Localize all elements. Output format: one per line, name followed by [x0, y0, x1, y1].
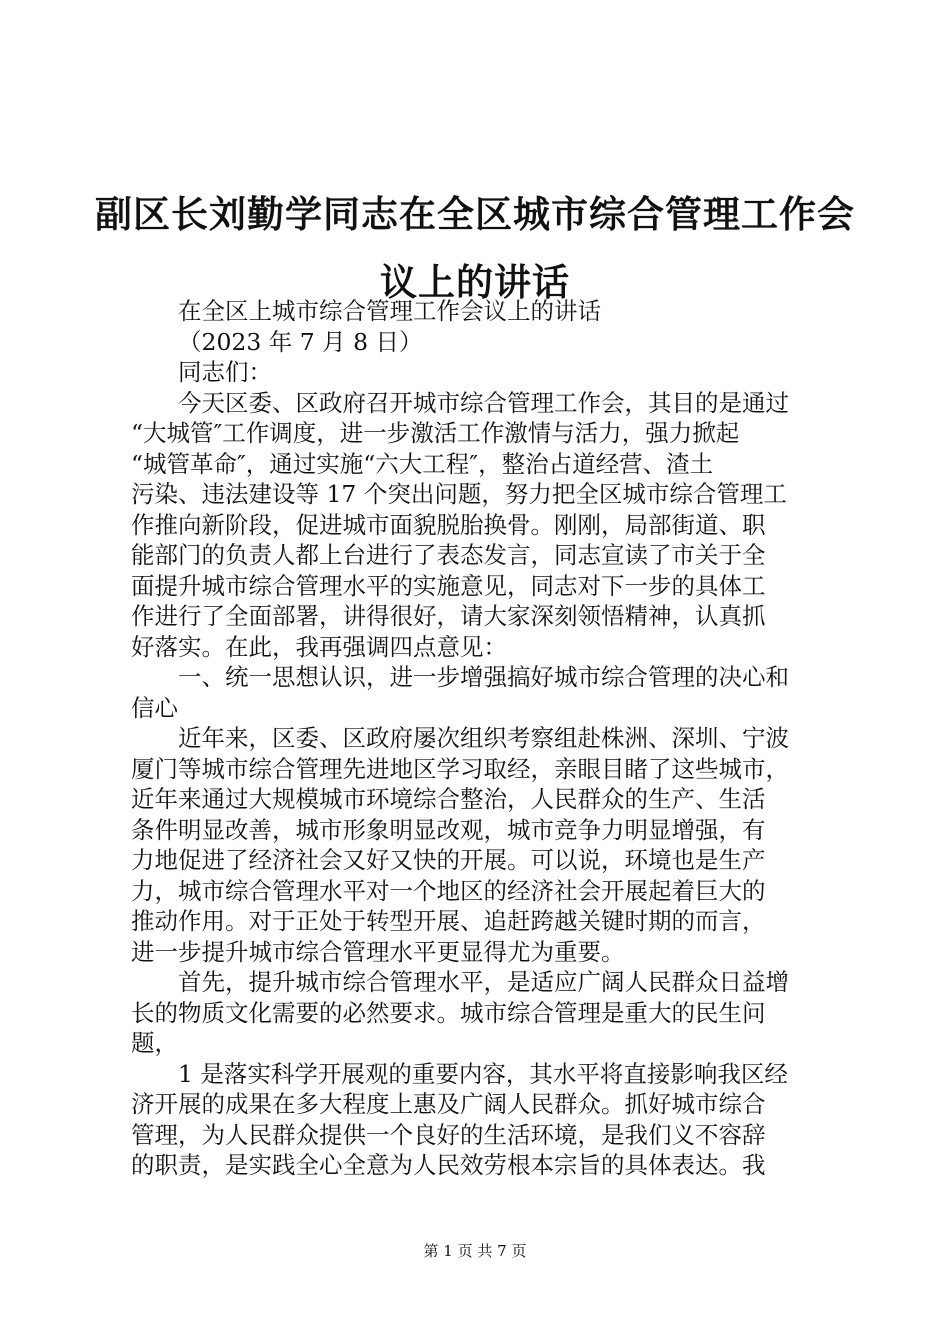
text-line: “大城管″工作调度，进一步激活工作激情与活力，强力掀起 — [131, 419, 740, 447]
text-line: 作进行了全面部署，讲得很好，请大家深刻领悟精神，认真抓 — [131, 602, 766, 630]
text-line: 在全区上城市综合管理工作会议上的讲话 — [178, 297, 601, 325]
text-line: 条件明显改善，城市形象明显改观，城市竞争力明显增强，有 — [131, 815, 766, 844]
text-line: 推动作用。对于正处于转型开展、追赶跨越关键时期的而言， — [131, 907, 766, 935]
text-line: 今天区委、区政府召开城市综合管理工作会，其目的是通过 — [178, 388, 789, 417]
text-line: 首先，提升城市综合管理水平，是适应广阔人民群众日益增 — [178, 968, 789, 996]
text-line: 同志们： — [178, 358, 272, 386]
text-line: 能部门的负责人都上台进行了表态发言，同志宣读了市关于全 — [131, 541, 766, 569]
text-line: 面提升城市综合管理水平的实施意见，同志对下一步的具体工 — [131, 571, 766, 600]
text-line: 管理，为人民群众提供一个良好的生活环境，是我们义不容辞 — [131, 1120, 766, 1149]
text-line: 污染、违法建设等 17 个突出问题，努力把全区城市综合管理工 — [131, 480, 787, 508]
text-line: “城管革命″，通过实施“六大工程″，整治占道经营、渣土 — [131, 449, 714, 478]
text-line: 信心 — [131, 693, 178, 722]
text-line: 力地促进了经济社会又好又快的开展。可以说，环境也是生产 — [131, 846, 766, 874]
text-line: 作推向新阶段，促进城市面貌脱胎换骨。刚刚，局部街道、职 — [131, 510, 766, 539]
title-line-2: 议上的讲话 — [380, 260, 570, 304]
text-line: （2023 年 7 月 8 日） — [178, 327, 423, 356]
text-line: 济开展的成果在多大程度上惠及广阔人民群众。抓好城市综合 — [131, 1090, 766, 1118]
text-line: 近年来，区委、区政府屡次组织考察组赴株洲、深圳、宁波 — [178, 724, 789, 752]
text-line: 1 是落实科学开展观的重要内容，其水平将直接影响我区经 — [178, 1059, 788, 1088]
text-line: 进一步提升城市综合管理水平更显得尤为重要。 — [131, 937, 625, 966]
title-line-1: 副区长刘勤学同志在全区城市综合管理工作会 — [95, 192, 855, 236]
text-line: 一、统一思想认识，进一步增强搞好城市综合管理的决心和 — [178, 663, 789, 691]
text-line: 长的物质文化需要的必然要求。城市综合管理是重大的民生问 — [131, 998, 766, 1027]
text-line: 好落实。在此，我再强调四点意见： — [131, 632, 507, 661]
text-line: 题， — [131, 1029, 178, 1057]
text-line: 厦门等城市综合管理先进地区学习取经，亲眼目睹了这些城市， — [131, 754, 789, 783]
text-line: 的职责，是实践全心全意为人民效劳根本宗旨的具体表达。我 — [131, 1151, 766, 1179]
text-line: 近年来通过大规模城市环境综合整治，人民群众的生产、生活 — [131, 785, 766, 813]
text-line: 力，城市综合管理水平对一个地区的经济社会开展起着巨大的 — [131, 876, 766, 905]
document-body — [131, 296, 831, 1181]
page-footer: 第 1 页 共 7 页 — [423, 1242, 527, 1260]
